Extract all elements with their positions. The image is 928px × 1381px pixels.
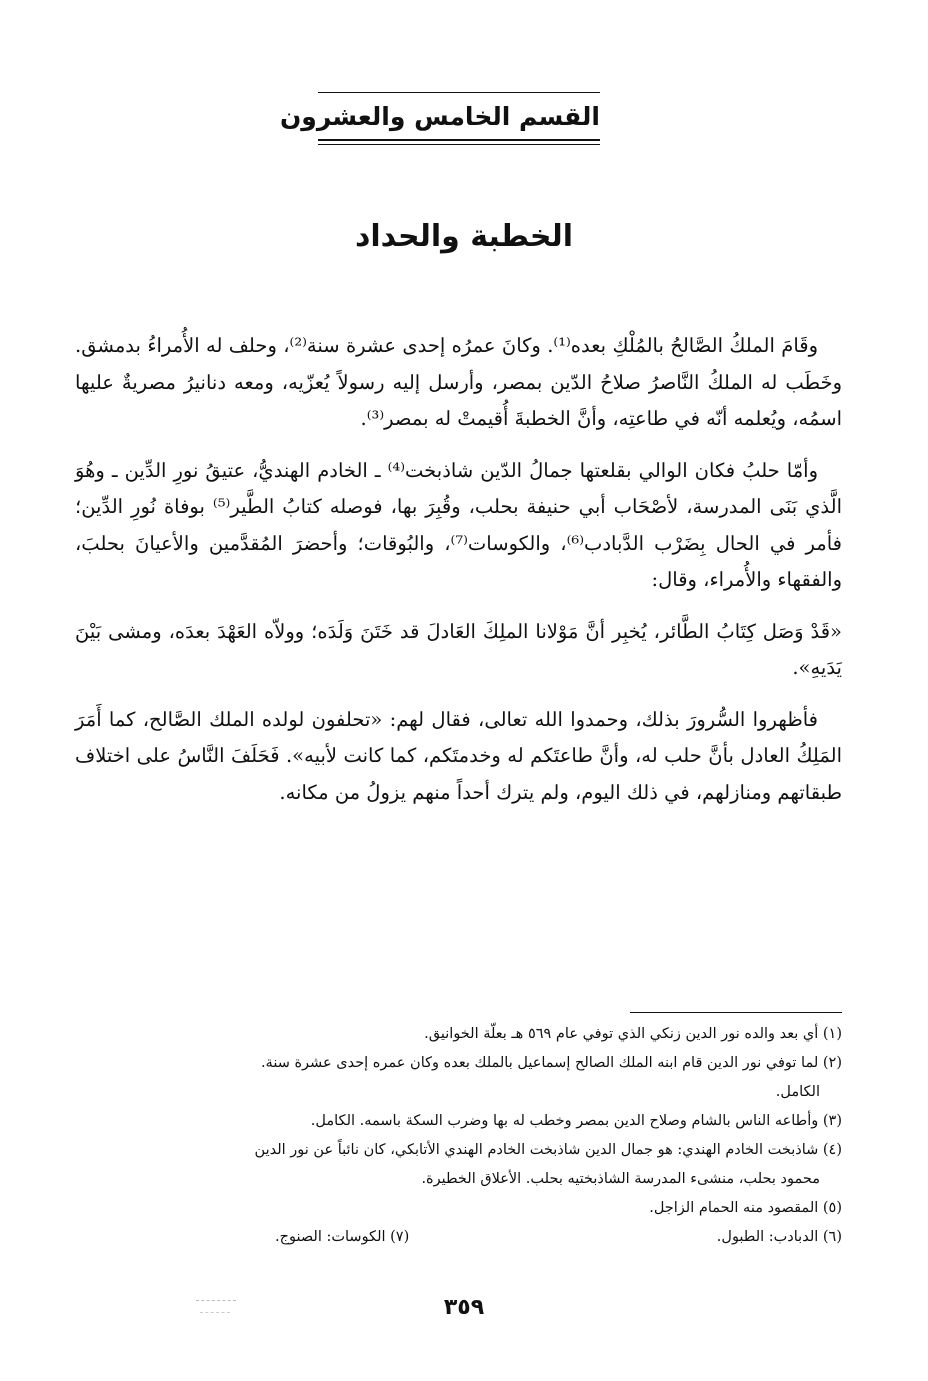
paragraph: وقَامَ الملكُ الصَّالحُ بالمُلْكِ بعده⁽¹⁾. وكانَ عمرُه إحدى عشرة سنة⁽²⁾، وحلف له الأُمراءُ بدمشق. وخَطَب له الملكُ النَّاصرُ صلاحُ الدّين بمصر، وأرسل إليه رسولاً يُعزّيه، ومعه دنانيرُ مصريةٌ عليها اسمُه، ويُعلمه أنّه في طاعتِه، وأنَّ الخطبةَ أُقيمتْ له بمصر⁽³⁾.: [75, 334, 842, 430]
footnote-continuation: الكامل.: [775, 1084, 820, 1100]
footnote: (١) أي بعد والده نور الدين زنكي الذي توفي عام ٥٦٩ هـ بعلّة الخوانيق.: [424, 1026, 842, 1042]
footnote-separator: [630, 1012, 842, 1013]
footnote: (٤) شاذبخت الخادم الهندي: هو جمال الدين شاذبخت الخادم الهندي الأتابكي، كان نائباً عن نور الدين: [254, 1142, 842, 1158]
footnote: (٢) لما توفي نور الدين قام ابنه الملك الصالح إسماعيل بالملك بعده وكان عمره إحدى عشرة سنة.: [260, 1055, 842, 1071]
paragraph: وأمّا حلبُ فكان الوالي بقلعتها جمالُ الدّين شاذبخت⁽⁴⁾ ـ الخادم الهنديُّ، عتيقُ نورِ الدِّين ـ وهُوَ الَّذي بَنَى المدرسة، لأصْحَاب أبي حنيفة بحلب، وقُبِرَ بها، فوصله كتابُ الطَّير⁽⁵⁾ بوفاة نُورِ الدِّين؛ فأمر في الحال بِضَرْب الدَّبادب⁽⁶⁾، والكوسات⁽⁷⁾، والبُوقات؛ وأحضرَ المُقدَّمين والأعيانَ بحلبَ، والفقهاء والأُمراء، وقال:: [75, 458, 843, 591]
footnote: (٦) الدبادب: الطبول.: [716, 1229, 842, 1245]
page-number: ٣٥٩: [443, 1295, 485, 1320]
footnote: (٣) وأطاعه الناس بالشام وصلاح الدين بمصر وخطب له بها وضرب السكة باسمه. الكامل.: [310, 1113, 842, 1129]
quotation-paragraph: «قَدْ وَصَل كِتَابُ الطَّائر، يُخبِر أنَّ مَوْلانا الملِكَ العَادلَ قد خَتَنَ وَلَدَه؛ وولاّه العَهْدَ بعدَه، ومشى بَيْنَ يَدَيهِ».: [75, 619, 842, 679]
body-text: [75, 328, 842, 826]
footnote: (٥) المقصود منه الحمام الزاجل.: [649, 1200, 842, 1216]
section-title: القسم الخامس والعشرون: [279, 102, 600, 131]
footnotes: [75, 1020, 842, 1252]
footnote-continuation: محمود بحلب، منشىء المدرسة الشاذبختيه بحلب. الأعلاق الخطيرة.: [421, 1171, 820, 1187]
section-header: [279, 92, 600, 145]
header-bottom-rule: [318, 139, 600, 145]
chapter-title: الخطبة والحداد: [354, 219, 574, 254]
footnote-row: [75, 1223, 842, 1252]
footnote: (٧) الكوسات: الصنوج.: [275, 1229, 410, 1245]
paragraph: فأظهروا السُّرورَ بذلك، وحمدوا الله تعالى، فقال لهم: «تحلفون لولده الملك الصَّالح، كما أَمَرَ المَلِكُ العادل بأنَّ حلب له، وأنَّ طاعتَكم له وخدمتَكم، كما كانت لأبيه». فَحَلَفَ النَّاسُ على اختلاف طبقاتهم ومنازلهم، في ذلك اليوم، ولم يترك أحداً منهم يزولُ من مكانه.: [75, 707, 842, 804]
